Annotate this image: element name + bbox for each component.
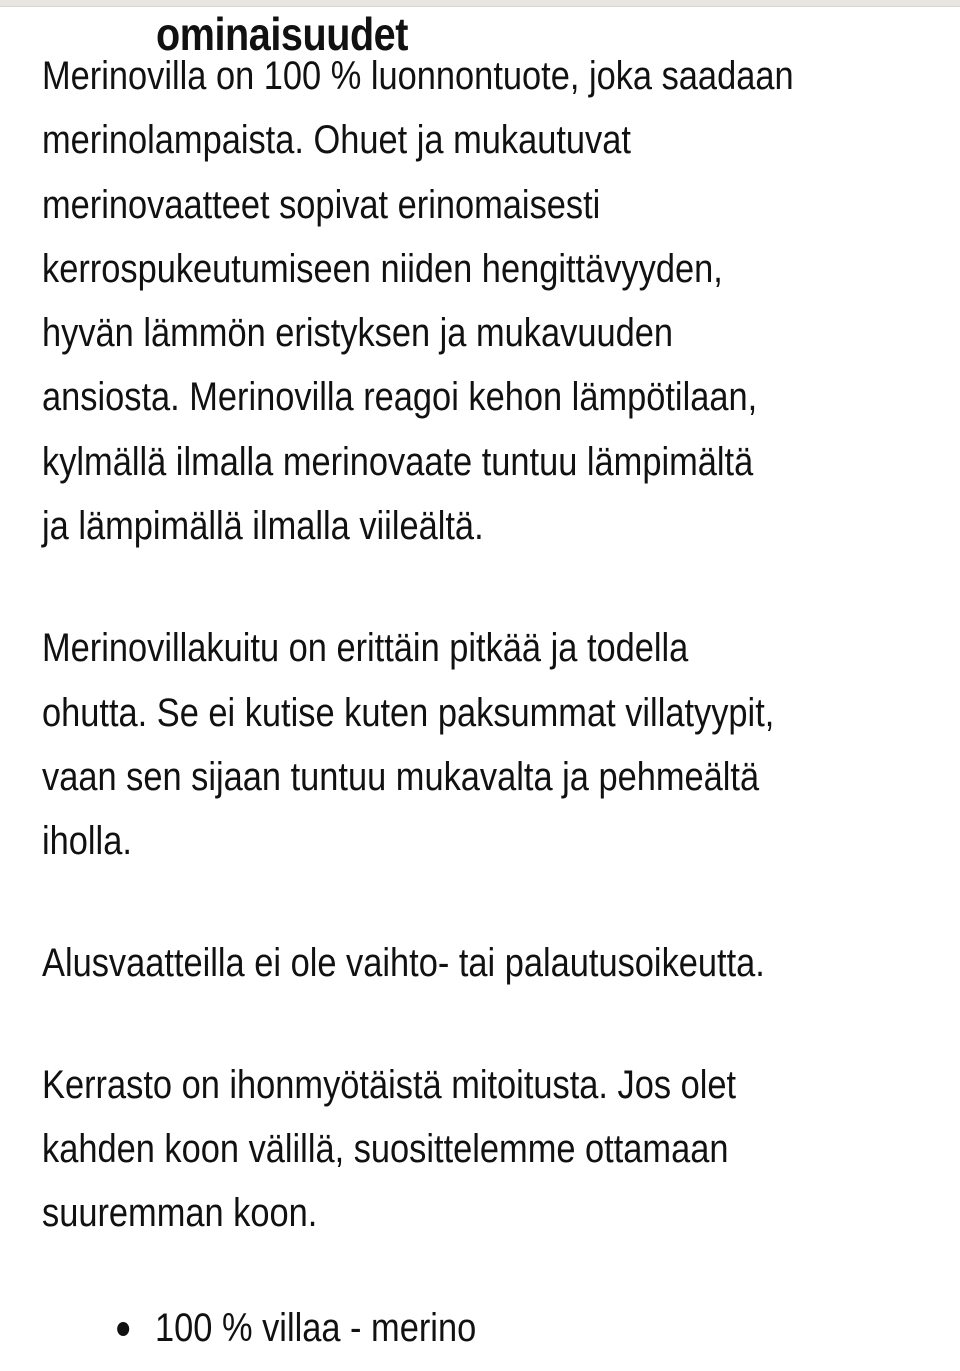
paragraph-line: kylmällä ilmalla merinovaate tuntuu lämpimältä (42, 439, 754, 484)
bullet-icon (117, 1322, 129, 1336)
paragraph-line: ansiosta. Merinovilla reagoi kehon lämpötilaan, (42, 375, 758, 420)
product-description (42, 44, 911, 1246)
paragraph-line: Alusvaatteilla ei ole vaihto- tai palautusoikeutta. (42, 940, 765, 985)
paragraph-line: vaan sen sijaan tuntuu mukavalta ja pehmeältä (42, 754, 760, 799)
paragraph-line: Kerrasto on ihonmyötäistä mitoitusta. Jos olet (42, 1062, 737, 1107)
paragraph-line: merinolampaista. Ohuet ja mukautuvat (42, 118, 631, 163)
paragraph-line: hyvän lämmön eristyksen ja mukavuuden (42, 311, 673, 356)
section-heading: ominaisuudet (156, 8, 409, 60)
paragraph-line: kerrospukeutumiseen niiden hengittävyyden, (42, 246, 723, 291)
paragraph-spacer (42, 558, 911, 616)
return-policy-paragraph (42, 931, 911, 995)
list-item-text: 100 % villaa - merino (155, 1306, 477, 1350)
paragraph-line: Merinovillakuitu on erittäin pitkää ja todella (42, 626, 689, 671)
sizing-paragraph (42, 1053, 911, 1246)
description-paragraph (42, 616, 911, 873)
paragraph-line: suuremman koon. (42, 1191, 318, 1236)
paragraph-line: ohutta. Se ei kutise kuten paksummat villatyypit, (42, 690, 775, 735)
paragraph-line: iholla. (42, 819, 132, 864)
paragraph-spacer (42, 995, 911, 1053)
paragraph-line: Merinovilla on 100 % luonnontuote, joka saadaan (42, 54, 794, 98)
paragraph-line: ja lämpimällä ilmalla viileältä. (42, 504, 484, 549)
description-paragraph (42, 44, 911, 558)
material-list (112, 1298, 476, 1358)
paragraph-line: merinovaatteet sopivat erinomaisesti (42, 182, 601, 227)
top-divider (0, 0, 960, 7)
paragraph-spacer (42, 874, 911, 931)
list-item (112, 1298, 476, 1358)
paragraph-line: kahden koon välillä, suosittelemme ottamaan (42, 1127, 729, 1172)
